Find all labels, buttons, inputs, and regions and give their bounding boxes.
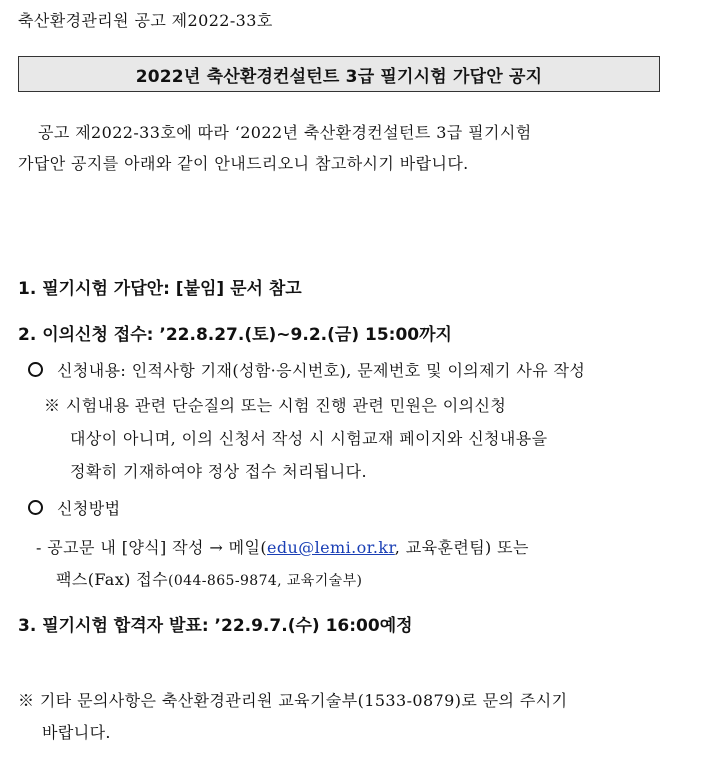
method-line-1	[36, 535, 529, 558]
circle-bullet-icon	[28, 362, 43, 377]
document-title: 2022년 축산환경컨설턴트 3급 필기시험 가답안 공지	[135, 66, 543, 87]
intro-line-1: 공고 제2022-33호에 따라 ‘2022년 축산환경컨설턴트 3급 필기시험	[38, 123, 532, 142]
notice-number: 축산환경관리원 공고 제2022-33호	[18, 11, 273, 30]
method-line-1-suffix: , 교육훈련팀) 또는	[394, 538, 529, 557]
section1-heading: 1. 필기시험 가답안: [붙임] 문서 참고	[18, 279, 302, 299]
content-item-text: 신청내용: 인적사항 기재(성함·응시번호), 문제번호 및 이의제기 사유 작성	[57, 361, 586, 380]
method-item	[28, 496, 120, 519]
footer-line-2: 바랍니다.	[42, 723, 111, 742]
circle-bullet-icon	[28, 500, 43, 515]
fax-detail: (044-865-9874, 교육기술부)	[167, 573, 363, 589]
content-item	[28, 358, 585, 381]
section2-heading: 2. 이의신청 접수: ’22.8.27.(토)~9.2.(금) 15:00까지	[18, 325, 452, 345]
method-item-text: 신청방법	[57, 499, 121, 518]
method-line-1-prefix: - 공고문 내 [양식] 작성 → 메일(	[36, 538, 268, 557]
fax-label: 팩스(Fax) 접수	[56, 570, 168, 589]
intro-line-2: 가답안 공지를 아래와 같이 안내드리오니 참고하시기 바랍니다.	[18, 154, 469, 173]
note-line-3: 정확히 기재하여야 정상 접수 처리됩니다.	[70, 462, 367, 481]
email-link[interactable]: edu@lemi.or.kr	[267, 538, 395, 557]
note-line-1: ※ 시험내용 관련 단순질의 또는 시험 진행 관련 민원은 이의신청	[44, 396, 507, 415]
title-box	[18, 56, 660, 92]
note-line-2: 대상이 아니며, 이의 신청서 작성 시 시험교재 페이지와 신청내용을	[70, 429, 548, 448]
method-line-2	[56, 567, 362, 590]
section3-heading: 3. 필기시험 합격자 발표: ’22.9.7.(수) 16:00예정	[18, 616, 413, 636]
footer-line-1: ※ 기타 문의사항은 축산환경관리원 교육기술부(1533-0879)로 문의 주시기	[18, 691, 568, 710]
